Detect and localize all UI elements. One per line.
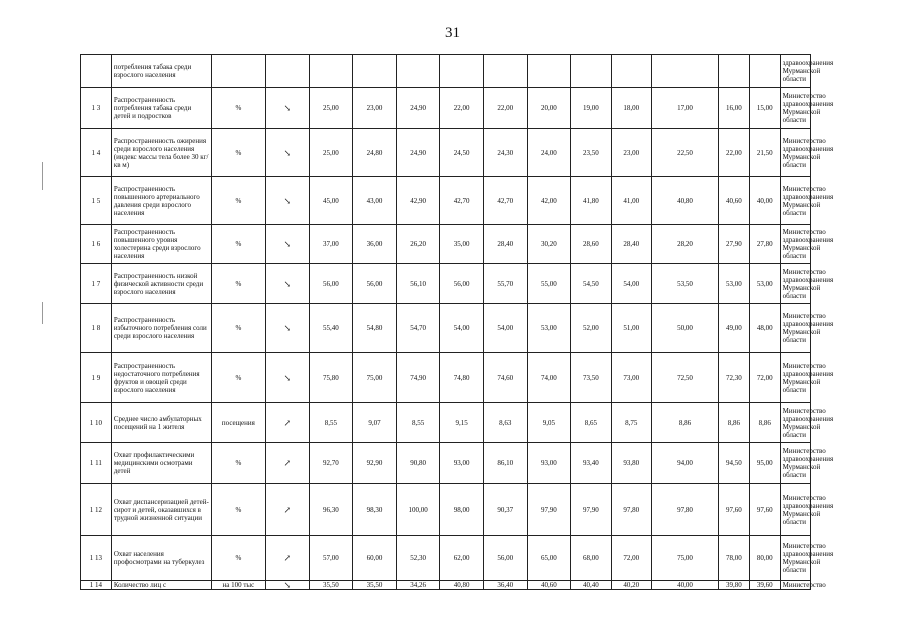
value-cell: 39,80 bbox=[718, 581, 749, 590]
margin-mark bbox=[42, 162, 43, 190]
value-cell: 97,90 bbox=[527, 484, 571, 536]
responsible-org-cell: Министерство bbox=[780, 581, 811, 590]
unit-cell: % bbox=[211, 484, 265, 536]
value-cell: 28,40 bbox=[611, 225, 651, 264]
value-cell: 40,60 bbox=[527, 581, 571, 590]
table-row bbox=[81, 88, 886, 129]
value-cell: 74,00 bbox=[527, 353, 571, 403]
value-cell: 93,00 bbox=[527, 443, 571, 484]
value-cell bbox=[353, 55, 397, 88]
row-number-cell bbox=[81, 55, 112, 88]
value-cell: 75,80 bbox=[309, 353, 353, 403]
row-number-cell: 1 10 bbox=[81, 403, 112, 443]
value-cell: 8,86 bbox=[749, 403, 780, 443]
value-cell: 65,00 bbox=[527, 536, 571, 581]
value-cell: 42,70 bbox=[483, 177, 527, 225]
value-cell: 54,80 bbox=[353, 304, 397, 353]
arrow-down-right-icon: ↘ bbox=[266, 353, 310, 403]
unit-cell: % bbox=[211, 443, 265, 484]
value-cell: 56,00 bbox=[483, 536, 527, 581]
value-cell: 9,05 bbox=[527, 403, 571, 443]
value-cell: 41,00 bbox=[611, 177, 651, 225]
value-cell: 35,50 bbox=[353, 581, 397, 590]
value-cell: 54,50 bbox=[571, 264, 611, 304]
value-cell bbox=[749, 55, 780, 88]
value-cell: 41,80 bbox=[571, 177, 611, 225]
responsible-org-cell: Министерство здравоохранения Мурманской области bbox=[780, 536, 811, 581]
value-cell: 53,00 bbox=[718, 264, 749, 304]
row-number-cell: 1 3 bbox=[81, 88, 112, 129]
value-cell: 26,20 bbox=[396, 225, 440, 264]
value-cell: 40,40 bbox=[571, 581, 611, 590]
value-cell: 51,00 bbox=[611, 304, 651, 353]
value-cell: 56,00 bbox=[440, 264, 484, 304]
value-cell: 54,70 bbox=[396, 304, 440, 353]
arrow-down-right-icon: ↘ bbox=[266, 304, 310, 353]
value-cell: 39,60 bbox=[749, 581, 780, 590]
value-cell: 98,30 bbox=[353, 484, 397, 536]
arrow-up-right-icon: ↗ bbox=[266, 403, 310, 443]
value-cell: 98,00 bbox=[440, 484, 484, 536]
row-number-cell: 1 4 bbox=[81, 129, 112, 177]
value-cell: 8,65 bbox=[571, 403, 611, 443]
value-cell: 54,00 bbox=[611, 264, 651, 304]
value-cell: 21,50 bbox=[749, 129, 780, 177]
responsible-org-cell: Министерство здравоохранения Мурманской области bbox=[780, 403, 811, 443]
value-cell: 8,86 bbox=[718, 403, 749, 443]
value-cell: 28,20 bbox=[651, 225, 718, 264]
value-cell: 22,00 bbox=[483, 88, 527, 129]
value-cell: 73,00 bbox=[611, 353, 651, 403]
indicator-name-cell: Распространенность избыточного потребления соли среди взрослого населения bbox=[111, 304, 211, 353]
value-cell: 9,15 bbox=[440, 403, 484, 443]
value-cell: 20,00 bbox=[527, 88, 571, 129]
responsible-org-cell: Министерство здравоохранения Мурманской области bbox=[780, 264, 811, 304]
value-cell: 80,00 bbox=[749, 536, 780, 581]
value-cell: 68,00 bbox=[571, 536, 611, 581]
value-cell: 74,80 bbox=[440, 353, 484, 403]
value-cell: 93,40 bbox=[571, 443, 611, 484]
value-cell: 74,90 bbox=[396, 353, 440, 403]
arrow-down-right-icon: ↘ bbox=[266, 177, 310, 225]
table-row bbox=[81, 55, 886, 88]
value-cell: 92,70 bbox=[309, 443, 353, 484]
row-number-cell: 1 11 bbox=[81, 443, 112, 484]
value-cell bbox=[309, 55, 353, 88]
value-cell: 97,80 bbox=[611, 484, 651, 536]
row-number-cell: 1 8 bbox=[81, 304, 112, 353]
indicator-name-cell: потребления табака среди взрослого населения bbox=[111, 55, 211, 88]
value-cell bbox=[718, 55, 749, 88]
value-cell: 72,50 bbox=[651, 353, 718, 403]
value-cell: 42,70 bbox=[440, 177, 484, 225]
value-cell: 54,00 bbox=[440, 304, 484, 353]
arrow-down-right-icon: ↘ bbox=[266, 264, 310, 304]
unit-cell: % bbox=[211, 177, 265, 225]
arrow-down-right-icon: ↘ bbox=[266, 88, 310, 129]
direction-cell bbox=[266, 55, 310, 88]
value-cell: 30,20 bbox=[527, 225, 571, 264]
value-cell: 54,00 bbox=[483, 304, 527, 353]
responsible-org-cell: Министерство здравоохранения Мурманской области bbox=[780, 88, 811, 129]
indicators-table bbox=[80, 54, 886, 590]
value-cell: 45,00 bbox=[309, 177, 353, 225]
value-cell: 73,50 bbox=[571, 353, 611, 403]
indicator-name-cell: Распространенность низкой физической активности среди взрослого населения bbox=[111, 264, 211, 304]
value-cell: 22,00 bbox=[718, 129, 749, 177]
table-row bbox=[81, 264, 886, 304]
value-cell bbox=[440, 55, 484, 88]
value-cell: 97,90 bbox=[571, 484, 611, 536]
value-cell: 49,00 bbox=[718, 304, 749, 353]
value-cell: 24,30 bbox=[483, 129, 527, 177]
value-cell: 34,26 bbox=[396, 581, 440, 590]
table-row bbox=[81, 177, 886, 225]
value-cell: 75,00 bbox=[651, 536, 718, 581]
value-cell: 23,00 bbox=[611, 129, 651, 177]
value-cell: 43,00 bbox=[353, 177, 397, 225]
value-cell: 28,40 bbox=[483, 225, 527, 264]
value-cell: 24,50 bbox=[440, 129, 484, 177]
responsible-org-cell: Министерство здравоохранения Мурманской области bbox=[780, 353, 811, 403]
unit-cell: % bbox=[211, 353, 265, 403]
arrow-down-right-icon: ↘ bbox=[266, 581, 310, 590]
value-cell: 48,00 bbox=[749, 304, 780, 353]
value-cell bbox=[571, 55, 611, 88]
responsible-org-cell: Министерство здравоохранения Мурманской области bbox=[780, 225, 811, 264]
unit-cell: % bbox=[211, 264, 265, 304]
value-cell: 8,86 bbox=[651, 403, 718, 443]
value-cell: 94,50 bbox=[718, 443, 749, 484]
value-cell: 36,00 bbox=[353, 225, 397, 264]
arrow-up-right-icon: ↗ bbox=[266, 484, 310, 536]
value-cell: 8,75 bbox=[611, 403, 651, 443]
unit-cell: посещения bbox=[211, 403, 265, 443]
unit-cell bbox=[211, 55, 265, 88]
table-row bbox=[81, 484, 886, 536]
value-cell: 100,00 bbox=[396, 484, 440, 536]
value-cell bbox=[483, 55, 527, 88]
value-cell: 17,00 bbox=[651, 88, 718, 129]
arrow-down-right-icon: ↘ bbox=[266, 129, 310, 177]
value-cell: 35,50 bbox=[309, 581, 353, 590]
value-cell bbox=[527, 55, 571, 88]
indicator-name-cell: Охват населения профосмотрами на туберкулез bbox=[111, 536, 211, 581]
table-row bbox=[81, 536, 886, 581]
arrow-down-right-icon: ↘ bbox=[266, 225, 310, 264]
value-cell: 55,00 bbox=[527, 264, 571, 304]
responsible-org-cell: Министерство здравоохранения Мурманской области bbox=[780, 484, 811, 536]
value-cell: 9,07 bbox=[353, 403, 397, 443]
indicator-name-cell: Среднее число амбулаторных посещений на 1 жителя bbox=[111, 403, 211, 443]
unit-cell: % bbox=[211, 129, 265, 177]
value-cell bbox=[611, 55, 651, 88]
value-cell: 53,50 bbox=[651, 264, 718, 304]
value-cell: 62,00 bbox=[440, 536, 484, 581]
responsible-org-cell: Министерство здравоохранения Мурманской области bbox=[780, 443, 811, 484]
indicator-name-cell: Количество лиц с bbox=[111, 581, 211, 590]
value-cell: 24,90 bbox=[396, 88, 440, 129]
indicator-name-cell: Распространенность повышенного уровня холестерина среди взрослого населения bbox=[111, 225, 211, 264]
indicator-name-cell: Распространенность повышенного артериального давления среди взрослого населения bbox=[111, 177, 211, 225]
value-cell: 36,40 bbox=[483, 581, 527, 590]
row-number-cell: 1 13 bbox=[81, 536, 112, 581]
value-cell: 40,00 bbox=[749, 177, 780, 225]
indicator-name-cell: Распространенность недостаточного потребления фруктов и овощей среди взрослого населения bbox=[111, 353, 211, 403]
value-cell: 22,50 bbox=[651, 129, 718, 177]
value-cell: 15,00 bbox=[749, 88, 780, 129]
unit-cell: % bbox=[211, 88, 265, 129]
value-cell: 92,90 bbox=[353, 443, 397, 484]
value-cell: 40,00 bbox=[651, 581, 718, 590]
value-cell: 86,10 bbox=[483, 443, 527, 484]
value-cell: 24,80 bbox=[353, 129, 397, 177]
value-cell: 40,20 bbox=[611, 581, 651, 590]
value-cell: 8,55 bbox=[396, 403, 440, 443]
unit-cell: % bbox=[211, 225, 265, 264]
value-cell: 72,00 bbox=[611, 536, 651, 581]
value-cell: 94,00 bbox=[651, 443, 718, 484]
value-cell: 35,00 bbox=[440, 225, 484, 264]
value-cell: 52,00 bbox=[571, 304, 611, 353]
indicator-name-cell: Распространенность потребления табака среди детей и подростков bbox=[111, 88, 211, 129]
table-row bbox=[81, 581, 886, 590]
value-cell: 28,60 bbox=[571, 225, 611, 264]
value-cell: 53,00 bbox=[749, 264, 780, 304]
value-cell: 23,00 bbox=[353, 88, 397, 129]
value-cell: 97,80 bbox=[651, 484, 718, 536]
value-cell: 72,00 bbox=[749, 353, 780, 403]
value-cell: 8,63 bbox=[483, 403, 527, 443]
responsible-org-cell: Министерство здравоохранения Мурманской области bbox=[780, 129, 811, 177]
value-cell: 24,00 bbox=[527, 129, 571, 177]
page-number: 31 bbox=[445, 25, 460, 41]
row-number-cell: 1 9 bbox=[81, 353, 112, 403]
value-cell: 24,90 bbox=[396, 129, 440, 177]
value-cell: 96,30 bbox=[309, 484, 353, 536]
value-cell: 40,60 bbox=[718, 177, 749, 225]
row-number-cell: 1 14 bbox=[81, 581, 112, 590]
value-cell: 8,55 bbox=[309, 403, 353, 443]
value-cell: 95,00 bbox=[749, 443, 780, 484]
value-cell: 22,00 bbox=[440, 88, 484, 129]
indicator-name-cell: Распространенность ожирения среди взрослого населения (индекс массы тела более 30 кг/кв м) bbox=[111, 129, 211, 177]
responsible-org-cell: здравоохранения Мурманской области bbox=[780, 55, 811, 88]
value-cell: 42,90 bbox=[396, 177, 440, 225]
table-row bbox=[81, 403, 886, 443]
indicator-name-cell: Охват диспансеризацией детей-сирот и детей, оказавшихся в трудной жизненной ситуации bbox=[111, 484, 211, 536]
value-cell: 56,00 bbox=[353, 264, 397, 304]
row-number-cell: 1 6 bbox=[81, 225, 112, 264]
value-cell: 90,37 bbox=[483, 484, 527, 536]
value-cell: 53,00 bbox=[527, 304, 571, 353]
table-row bbox=[81, 304, 886, 353]
value-cell: 72,30 bbox=[718, 353, 749, 403]
unit-cell: % bbox=[211, 536, 265, 581]
unit-cell: % bbox=[211, 304, 265, 353]
value-cell: 16,00 bbox=[718, 88, 749, 129]
value-cell: 75,00 bbox=[353, 353, 397, 403]
value-cell: 55,40 bbox=[309, 304, 353, 353]
value-cell: 18,00 bbox=[611, 88, 651, 129]
row-number-cell: 1 5 bbox=[81, 177, 112, 225]
value-cell: 56,10 bbox=[396, 264, 440, 304]
table-row bbox=[81, 129, 886, 177]
value-cell: 60,00 bbox=[353, 536, 397, 581]
value-cell: 97,60 bbox=[749, 484, 780, 536]
responsible-org-cell: Министерство здравоохранения Мурманской области bbox=[780, 304, 811, 353]
arrow-up-right-icon: ↗ bbox=[266, 536, 310, 581]
indicator-name-cell: Охват профилактическими медицинскими осмотрами детей bbox=[111, 443, 211, 484]
value-cell: 52,30 bbox=[396, 536, 440, 581]
value-cell: 25,00 bbox=[309, 129, 353, 177]
table-row bbox=[81, 443, 886, 484]
value-cell: 93,00 bbox=[440, 443, 484, 484]
value-cell: 50,00 bbox=[651, 304, 718, 353]
value-cell: 74,60 bbox=[483, 353, 527, 403]
value-cell: 57,00 bbox=[309, 536, 353, 581]
value-cell: 55,70 bbox=[483, 264, 527, 304]
value-cell bbox=[396, 55, 440, 88]
table-row bbox=[81, 225, 886, 264]
value-cell: 27,80 bbox=[749, 225, 780, 264]
unit-cell: на 100 тыс bbox=[211, 581, 265, 590]
value-cell: 78,00 bbox=[718, 536, 749, 581]
row-number-cell: 1 12 bbox=[81, 484, 112, 536]
row-number-cell: 1 7 bbox=[81, 264, 112, 304]
value-cell: 19,00 bbox=[571, 88, 611, 129]
arrow-up-right-icon: ↗ bbox=[266, 443, 310, 484]
value-cell: 25,00 bbox=[309, 88, 353, 129]
value-cell: 37,00 bbox=[309, 225, 353, 264]
value-cell: 93,80 bbox=[611, 443, 651, 484]
value-cell: 40,80 bbox=[440, 581, 484, 590]
value-cell: 56,00 bbox=[309, 264, 353, 304]
value-cell: 27,90 bbox=[718, 225, 749, 264]
value-cell bbox=[651, 55, 718, 88]
table-row bbox=[81, 353, 886, 403]
value-cell: 40,80 bbox=[651, 177, 718, 225]
value-cell: 42,00 bbox=[527, 177, 571, 225]
value-cell: 97,60 bbox=[718, 484, 749, 536]
value-cell: 23,50 bbox=[571, 129, 611, 177]
responsible-org-cell: Министерство здравоохранения Мурманской области bbox=[780, 177, 811, 225]
value-cell: 90,80 bbox=[396, 443, 440, 484]
margin-mark bbox=[42, 302, 43, 324]
